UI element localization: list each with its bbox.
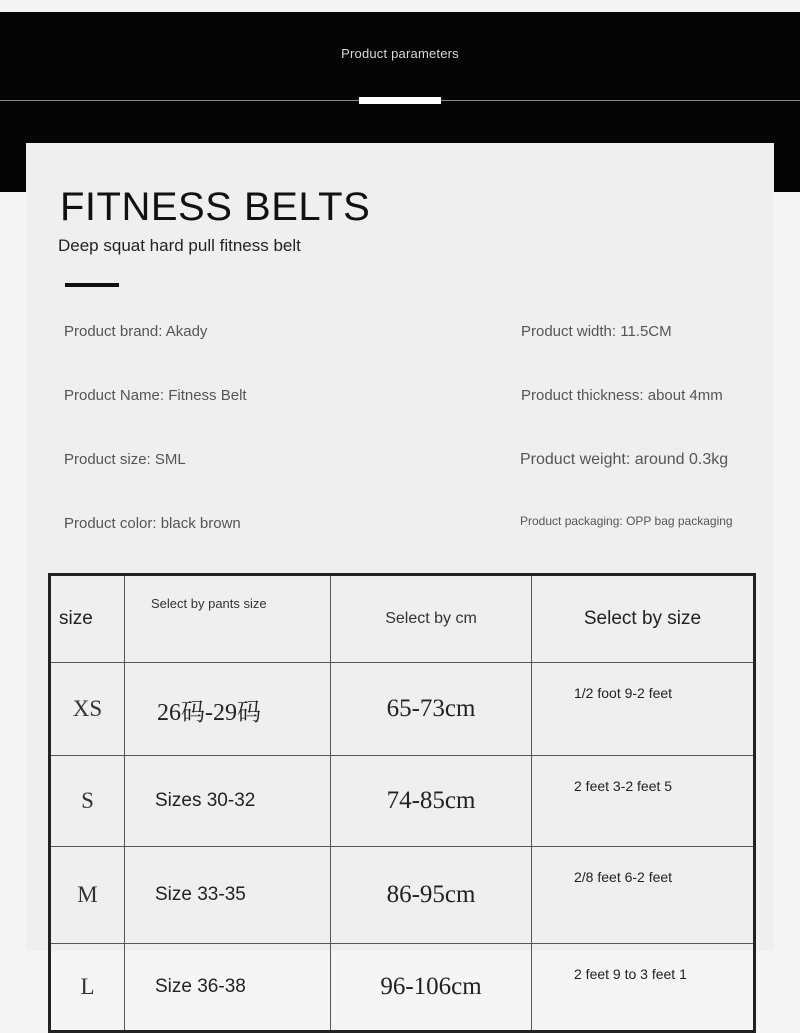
feet-cell: 2 feet 3-2 feet 5 [532, 756, 755, 847]
section-header-title: Product parameters [341, 46, 459, 61]
header-cell-feet: Select by size [532, 575, 755, 663]
pants-size-cell: Size 36-38 [125, 944, 331, 1032]
product-title: FITNESS BELTS [60, 185, 371, 229]
pants-size-cell: Sizes 30-32 [125, 756, 331, 847]
cm-cell: 74-85cm [331, 756, 532, 847]
param-name: Product Name: Fitness Belt [64, 387, 247, 404]
feet-cell: 1/2 foot 9-2 feet [532, 663, 755, 756]
param-color: Product color: black brown [64, 515, 241, 532]
feet-cell: 2 feet 9 to 3 feet 1 [532, 944, 755, 1032]
header-accent-bar [359, 97, 441, 104]
cm-cell: 65-73cm [331, 663, 532, 756]
header-cell-size: size [50, 575, 125, 663]
product-subtitle: Deep squat hard pull fitness belt [58, 236, 301, 255]
table-row [50, 663, 755, 756]
param-width: Product width: 11.5CM [521, 323, 672, 340]
param-packaging: Product packaging: OPP bag packaging [520, 514, 733, 528]
feet-cell: 2/8 feet 6-2 feet [532, 847, 755, 944]
cm-cell: 96-106cm [331, 944, 532, 1032]
table-row [50, 944, 755, 1032]
param-size: Product size: SML [64, 451, 186, 468]
pants-size-cell: Size 33-35 [125, 847, 331, 944]
param-brand: Product brand: Akady [64, 323, 208, 340]
param-weight: Product weight: around 0.3kg [520, 451, 729, 468]
table-header-row [50, 575, 755, 663]
table-row [50, 756, 755, 847]
size-cell: L [50, 944, 125, 1032]
cm-cell: 86-95cm [331, 847, 532, 944]
size-chart-table [48, 573, 756, 1033]
table-row [50, 847, 755, 944]
size-cell: M [50, 847, 125, 944]
size-cell: XS [50, 663, 125, 756]
header-cell-pants: Select by pants size [125, 575, 331, 663]
header-cell-cm: Select by cm [331, 575, 532, 663]
pants-size-cell: 26码-29码 [125, 663, 331, 756]
size-cell: S [50, 756, 125, 847]
title-accent-bar [65, 283, 119, 287]
param-thickness: Product thickness: about 4mm [521, 387, 723, 404]
